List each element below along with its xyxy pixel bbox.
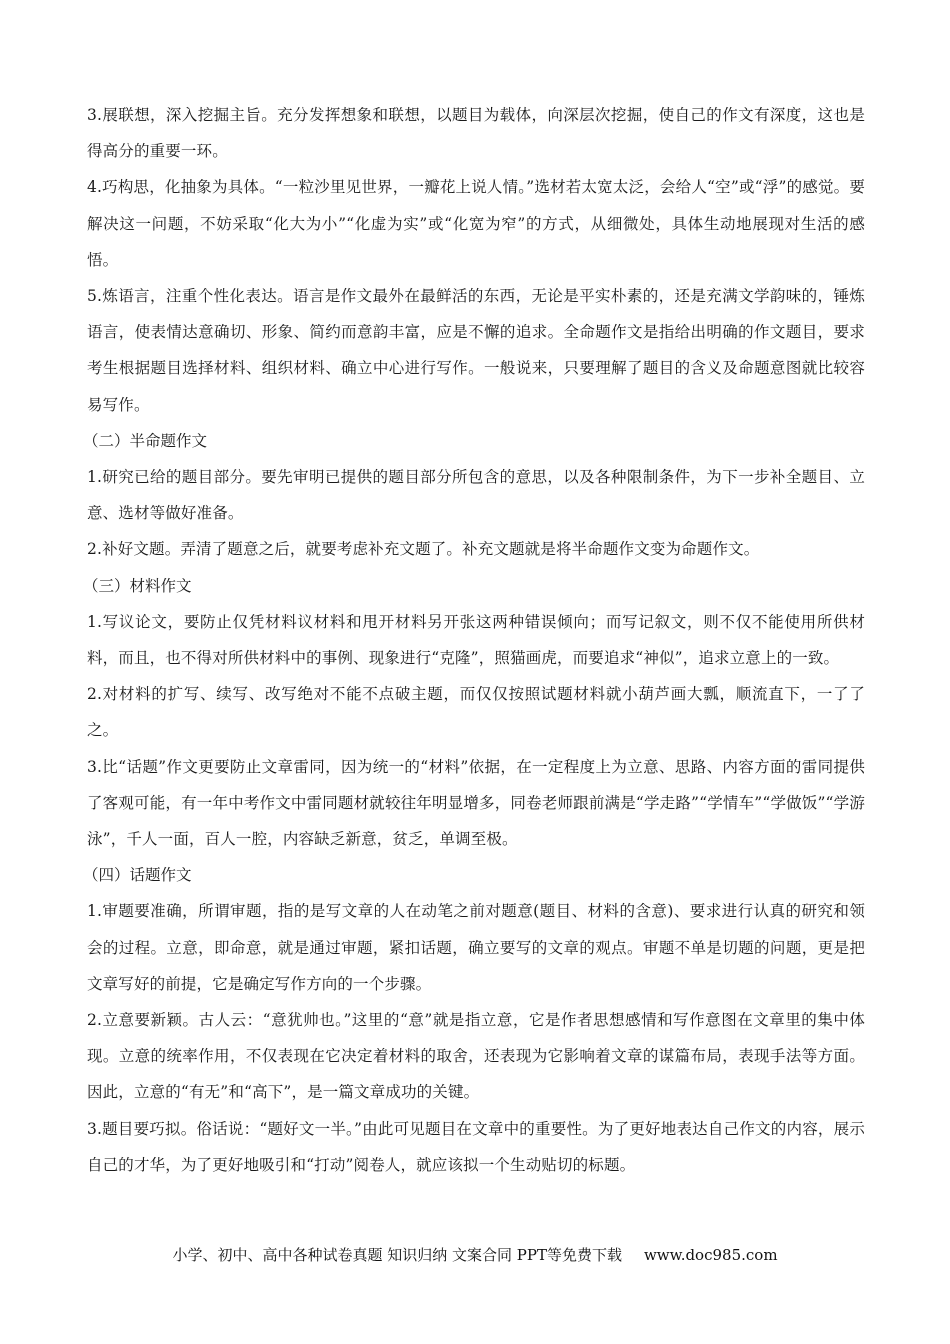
paragraph: 1.审题要准确，所谓审题，指的是写文章的人在动笔之前对题意(题目、材料的含意)、要求进行认真的研究和领会的过程。立意，即命意，就是通过审题，紧扣话题，确立要写的文章的观点。审题不单是切题的问题，更是把文章写好的前提，它是确定写作方向的一个步骤。 (87, 902, 865, 993)
section-heading: （二）半命题作文 (83, 431, 208, 450)
paragraph: 5.炼语言，注重个性化表达。语言是作文最外在最鲜活的东西，无论是平实朴素的，还是充满文学韵味的，锤炼语言，使表情达意确切、形象、简约而意韵丰富，应是不懈的追求。全命题作文是指给出明确的作文题目，要求考生根据题目选择材料、组织材料、确立中心进行写作。一般说来，只要理解了题目的含义及命题意图就比较容易写作。 (87, 287, 865, 414)
document-body (83, 97, 865, 1183)
section-heading: （三）材料作文 (83, 576, 192, 595)
paragraph: 1.写议论文，要防止仅凭材料议材料和甩开材料另开张这两种错误倾向；而写记叙文，则不仅不能使用所供材料，而且，也不得对所供材料中的事例、现象进行“克隆”，照猫画虎，而要追求“神似”，追求立意上的一致。 (87, 612, 865, 668)
paragraph: 3.展联想，深入挖掘主旨。充分发挥想象和联想，以题目为载体，向深层次挖掘，使自己的作文有深度，这也是得高分的重要一环。 (87, 106, 865, 161)
page-footer (0, 1245, 950, 1265)
section-heading: （四）话题作文 (83, 866, 192, 885)
paragraph: 2.补好文题。弄清了题意之后，就要考虑补充文题了。补充文题就是将半命题作文变为命题作文。 (87, 540, 760, 559)
paragraph: 1.研究已给的题目部分。要先审明已提供的题目部分所包含的意思，以及各种限制条件，为下一步补全题目、立意、选材等做好准备。 (87, 468, 865, 523)
paragraph: 3.比“话题”作文更要防止文章雷同，因为统一的“材料”依据，在一定程度上为立意、思路、内容方面的雷同提供了客观可能，有一年中考作文中雷同题材就较往年明显增多，同卷老师跟前满是“学走路”“学情车”“学做饭”“学游泳”，千人一面，百人一腔，内容缺乏新意，贫乏，单调至极。 (87, 757, 865, 849)
paragraph: 3.题目要巧拟。俗话说：“题好文一半。”由此可见题目在文章中的重要性。为了更好地表达自己作文的内容，展示自己的才华，为了更好地吸引和“打动”阅卷人，就应该拟一个生动贴切的标题。 (87, 1119, 865, 1174)
paragraph: 2.对材料的扩写、续写、改写绝对不能不点破主题，而仅仅按照试题材料就小葫芦画大瓢，顺流直下，一了了之。 (87, 685, 865, 740)
footer-url[interactable]: www.doc985.com (643, 1246, 778, 1264)
footer-text: 小学、初中、高中各种试卷真题 知识归纳 文案合同 PPT等免费下载 (172, 1246, 622, 1264)
paragraph: 4.巧构思，化抽象为具体。“一粒沙里见世界，一瓣花上说人情。”选材若太宽太泛，会给人“空”或“浮”的感觉。要解决这一问题，不妨采取“化大为小”“化虚为实”或“化宽为窄”的方式，从细微处，具体生动地展现对生活的感悟。 (87, 178, 865, 269)
paragraph: 2.立意要新颖。古人云：“意犹帅也。”这里的“意”就是指立意，它是作者思想感情和写作意图在文章里的集中体现。立意的统率作用，不仅表现在它决定着材料的取舍，还表现为它影响着文章的谋篇布局，表现手法等方面。因此，立意的“有无”和“高下”，是一篇文章成功的关键。 (87, 1011, 865, 1102)
